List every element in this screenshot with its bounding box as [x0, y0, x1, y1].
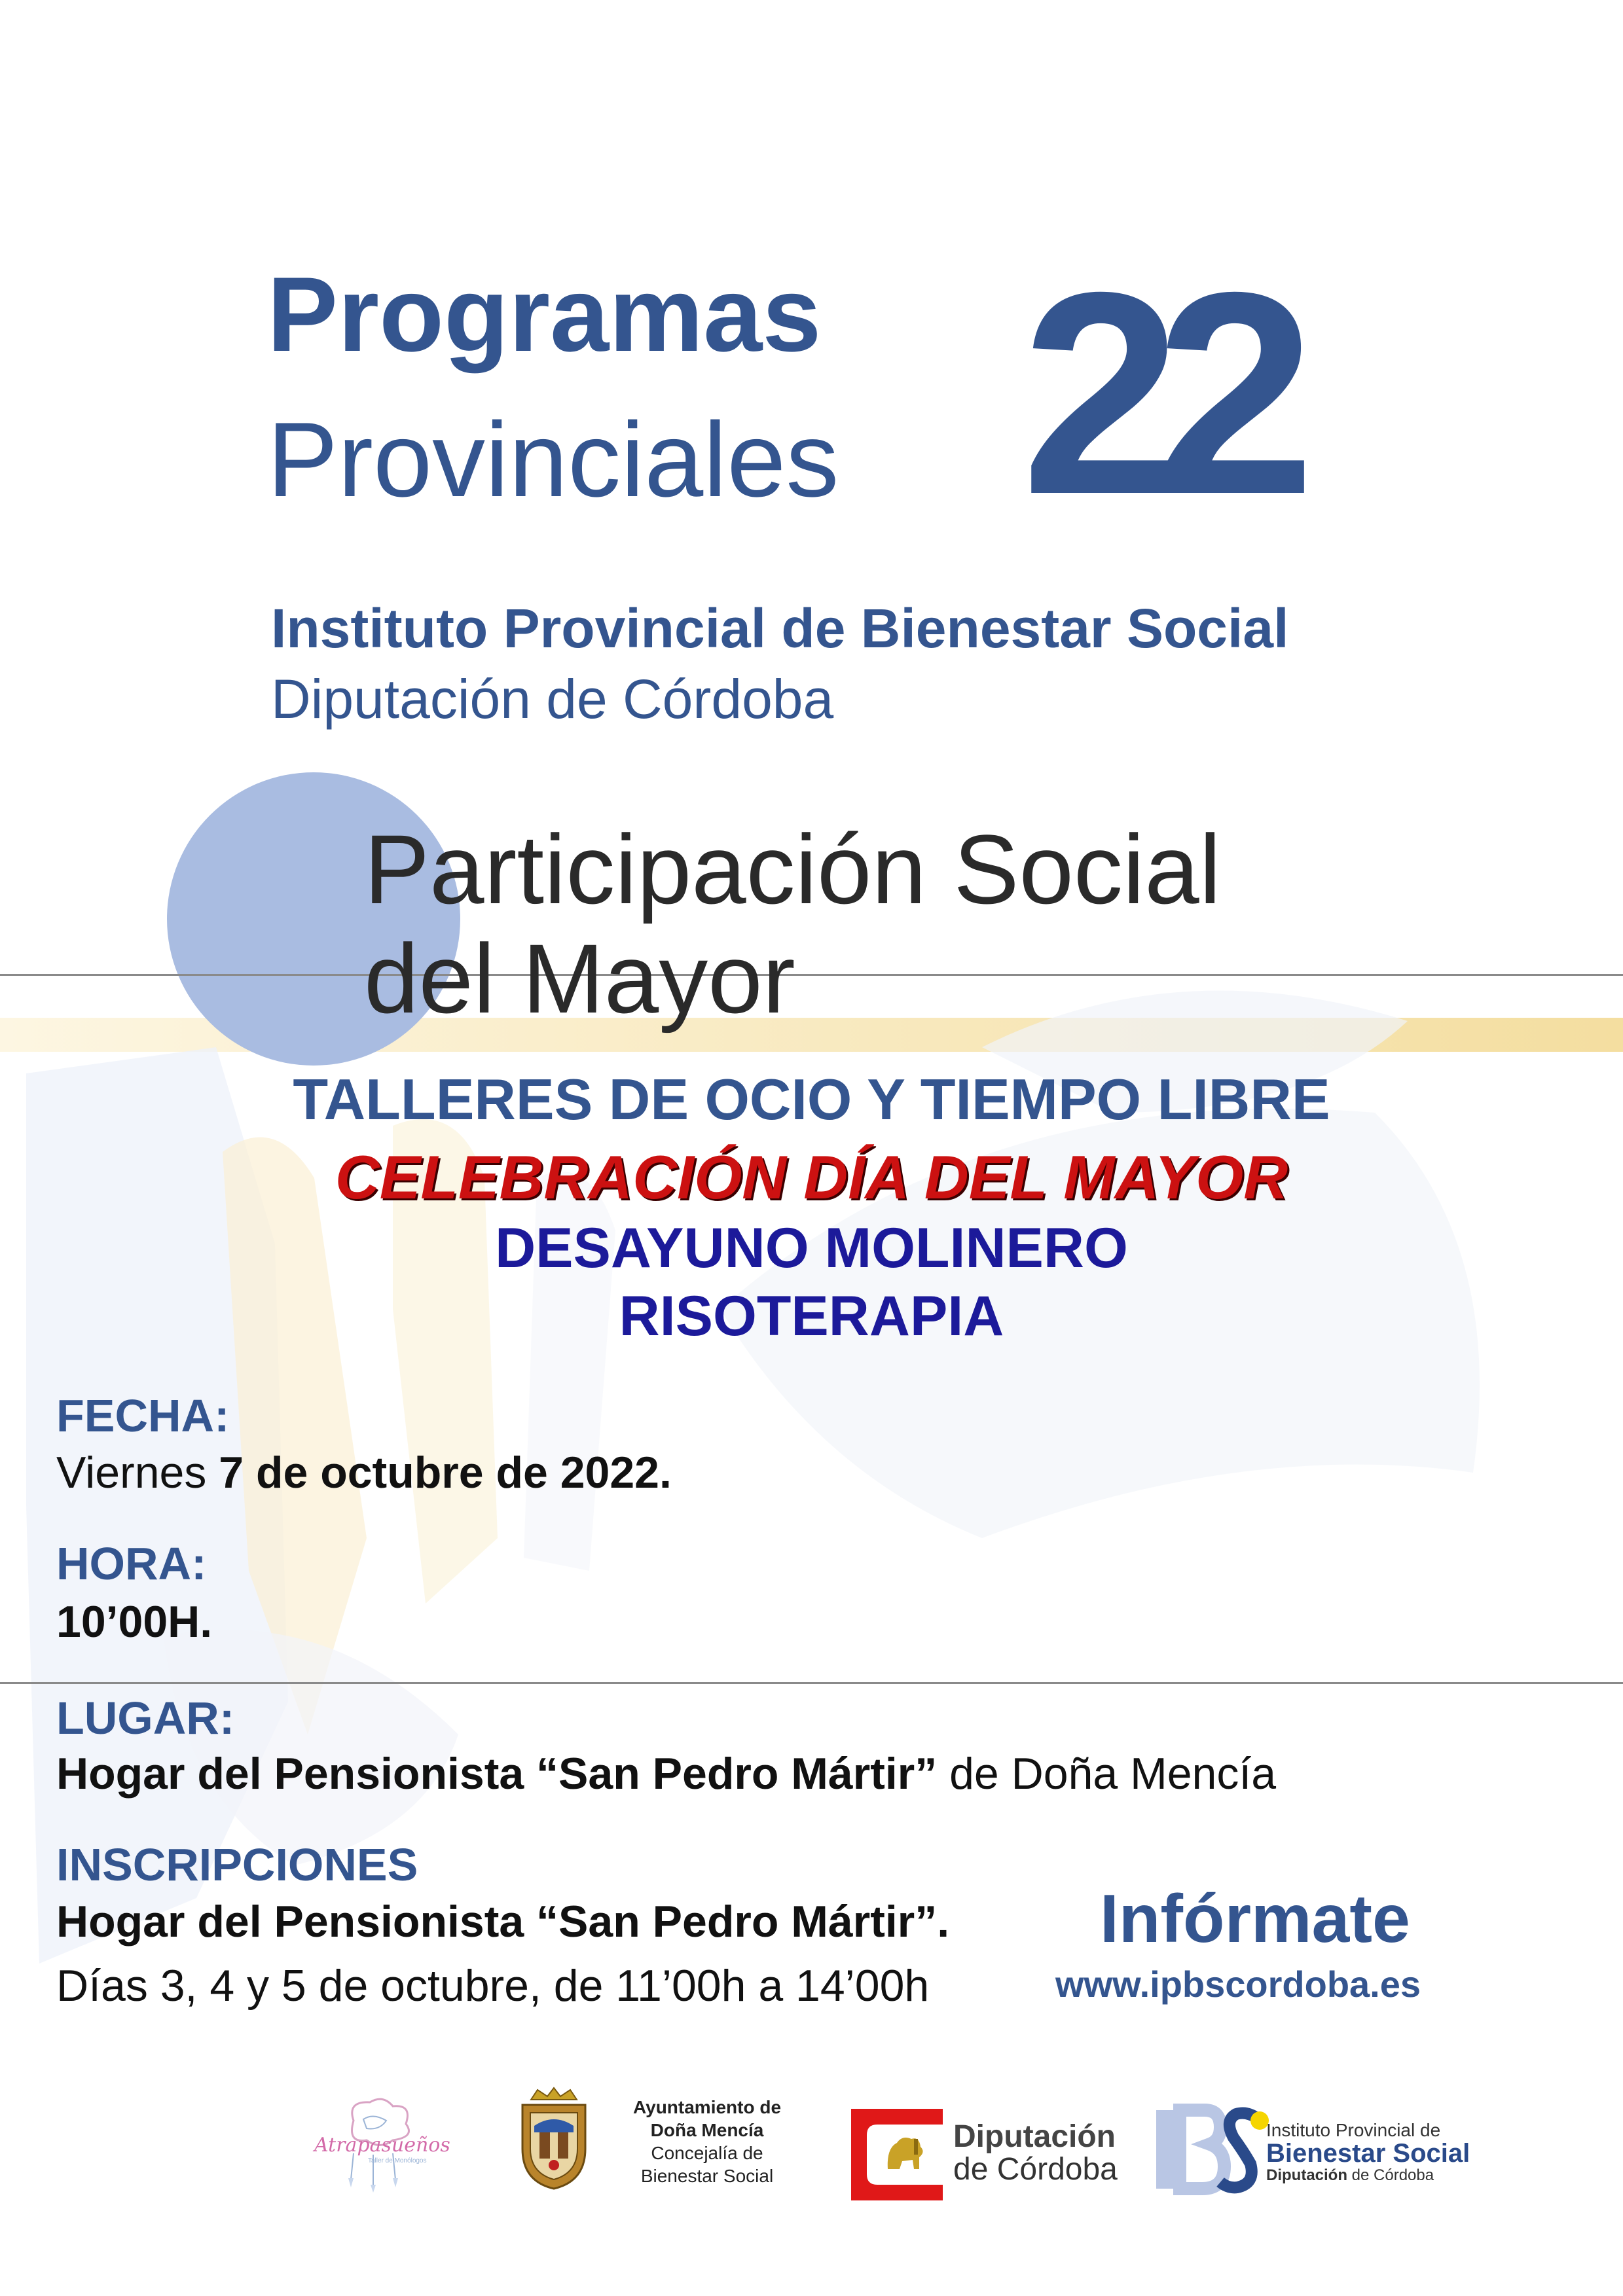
header-programas: Programas — [267, 255, 822, 374]
title-risoterapia: RISOTERAPIA — [619, 1285, 1004, 1348]
ayuntamiento-line1: Ayuntamiento de — [632, 2097, 782, 2117]
title-talleres: TALLERES DE OCIO Y TIEMPO LIBRE — [293, 1067, 1330, 1132]
diputacion-logo-text — [953, 2121, 1118, 2187]
lugar-value — [56, 1749, 1277, 1799]
informate-url-link[interactable]: www.ipbscordoba.es — [1055, 1964, 1421, 2005]
ibs-logo-mark — [1152, 2104, 1270, 2195]
fecha-value — [56, 1448, 672, 1498]
informate-title: Infórmate — [1100, 1881, 1410, 1957]
lugar-label: LUGAR: — [56, 1693, 235, 1744]
atrapasuenos-name: Atrapasueños — [314, 2134, 450, 2157]
lugar-place: Hogar del Pensionista “San Pedro Mártir” — [56, 1749, 938, 1799]
institute-name: Instituto Provincial de Bienestar Social — [271, 598, 1289, 659]
ibs-line3-rest: de Córdoba — [1347, 2166, 1434, 2185]
ibs-line3-bold: Diputación — [1266, 2166, 1347, 2185]
program-title-line2: del Mayor — [364, 924, 795, 1033]
coat-of-arms-icon — [515, 2087, 593, 2191]
inscripciones-place: Hogar del Pensionista “San Pedro Mártir”. — [56, 1897, 950, 1946]
header-provinciales: Provinciales — [267, 401, 839, 519]
lugar-suffix: de Doña Mencía — [937, 1749, 1277, 1799]
hora-label: HORA: — [56, 1538, 207, 1589]
ayuntamiento-line2: Doña Mencía — [650, 2120, 764, 2140]
ibs-line2: Bienestar Social — [1266, 2139, 1470, 2168]
inscripciones-label: INSCRIPCIONES — [56, 1839, 418, 1890]
ibs-line3 — [1266, 2167, 1470, 2183]
ibs-letters-icon — [1152, 2104, 1270, 2195]
title-celebracion: CELEBRACIÓN DÍA DEL MAYOR — [335, 1143, 1288, 1211]
diputacion-logo-line1: Diputación — [953, 2119, 1116, 2154]
diputacion-lion-icon — [851, 2109, 943, 2200]
divider-line-bottom — [0, 1682, 1623, 1684]
ayuntamiento-line3: Concejalía de — [651, 2143, 763, 2163]
atrapasuenos-logo — [308, 2094, 450, 2193]
fecha-date: 7 de octubre de 2022. — [219, 1448, 672, 1498]
ayuntamiento-line4: Bienestar Social — [640, 2166, 774, 2186]
ayuntamiento-block — [609, 2096, 805, 2187]
hora-value: 10’00H. — [56, 1597, 213, 1647]
program-title-line1: Participación Social — [364, 814, 1221, 924]
diputacion-logo-mark — [851, 2109, 943, 2200]
ibs-line1: Instituto Provincial de — [1266, 2120, 1441, 2140]
ibs-logo-text — [1266, 2121, 1470, 2184]
atrapasuenos-tagline: Taller de Monólogos — [368, 2157, 427, 2164]
fecha-label: FECHA: — [56, 1390, 230, 1441]
diputacion-logo-line2: de Córdoba — [953, 2152, 1118, 2187]
title-desayuno: DESAYUNO MOLINERO — [495, 1217, 1128, 1280]
inscripciones-dates: Días 3, 4 y 5 de octubre, de 11’00h a 14’00h — [56, 1961, 930, 2011]
header-year-22: 22 — [1021, 233, 1290, 554]
dona-mencia-coat-of-arms — [515, 2087, 593, 2191]
diputacion-name: Diputación de Córdoba — [271, 668, 834, 730]
fecha-prefix: Viernes — [56, 1448, 219, 1498]
divider-line-top — [0, 974, 1623, 976]
